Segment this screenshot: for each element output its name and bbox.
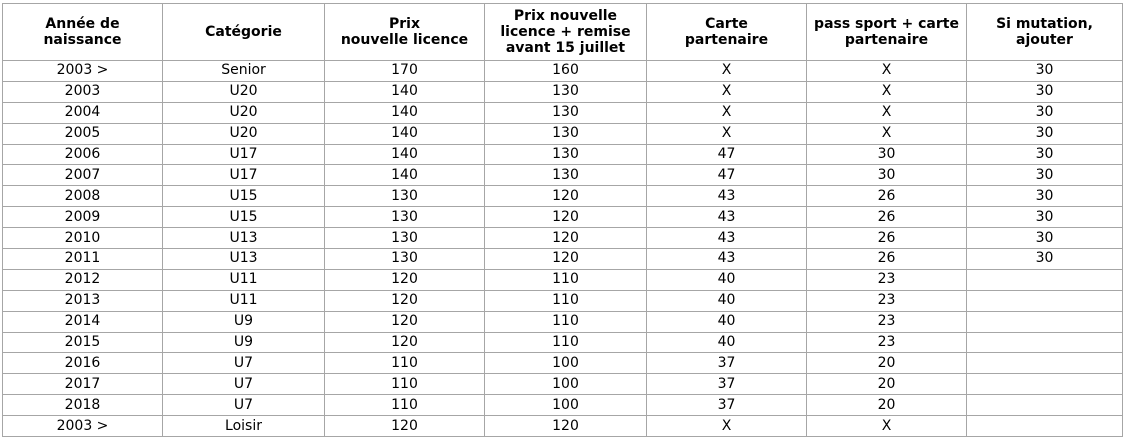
- table-row: [3, 81, 1123, 102]
- cell-discounted-price: 110: [485, 332, 647, 353]
- table-row: [3, 395, 1123, 416]
- cell-partner-card: 43: [647, 207, 807, 228]
- table-row: [3, 290, 1123, 311]
- header-partner-card: [647, 4, 807, 61]
- header-line: Prix: [389, 16, 420, 32]
- cell-category: U17: [163, 144, 325, 165]
- cell-transfer-fee: [967, 416, 1123, 437]
- cell-partner-card: X: [647, 61, 807, 82]
- cell-birth-year: 2016: [3, 353, 163, 374]
- cell-transfer-fee: 30: [967, 186, 1123, 207]
- cell-discounted-price: 120: [485, 186, 647, 207]
- cell-discounted-price: 100: [485, 395, 647, 416]
- cell-category: U15: [163, 186, 325, 207]
- cell-new-license-price: 140: [325, 81, 485, 102]
- cell-birth-year: 2005: [3, 123, 163, 144]
- table-header: [3, 4, 1123, 61]
- cell-discounted-price: 100: [485, 353, 647, 374]
- table-row: [3, 332, 1123, 353]
- cell-birth-year: 2013: [3, 290, 163, 311]
- cell-partner-card: X: [647, 102, 807, 123]
- header-new-license-price: [325, 4, 485, 61]
- cell-birth-year: 2009: [3, 207, 163, 228]
- header-line: Carte: [705, 16, 748, 32]
- cell-transfer-fee: [967, 269, 1123, 290]
- cell-category: U15: [163, 207, 325, 228]
- cell-pass-sport: 26: [807, 186, 967, 207]
- cell-transfer-fee: 30: [967, 165, 1123, 186]
- cell-pass-sport: 20: [807, 395, 967, 416]
- cell-partner-card: 43: [647, 186, 807, 207]
- cell-pass-sport: X: [807, 123, 967, 144]
- cell-birth-year: 2006: [3, 144, 163, 165]
- cell-new-license-price: 130: [325, 249, 485, 270]
- cell-new-license-price: 110: [325, 353, 485, 374]
- cell-new-license-price: 130: [325, 207, 485, 228]
- header-line: partenaire: [684, 32, 769, 48]
- cell-new-license-price: 130: [325, 228, 485, 249]
- cell-pass-sport: X: [807, 416, 967, 437]
- cell-category: U13: [163, 249, 325, 270]
- cell-new-license-price: 130: [325, 186, 485, 207]
- cell-category: U9: [163, 332, 325, 353]
- cell-pass-sport: 23: [807, 290, 967, 311]
- cell-pass-sport: X: [807, 61, 967, 82]
- table-row: [3, 102, 1123, 123]
- cell-new-license-price: 140: [325, 123, 485, 144]
- cell-discounted-price: 130: [485, 144, 647, 165]
- cell-new-license-price: 120: [325, 416, 485, 437]
- cell-partner-card: X: [647, 416, 807, 437]
- cell-new-license-price: 120: [325, 269, 485, 290]
- table-row: [3, 311, 1123, 332]
- header-line: Catégorie: [205, 24, 282, 40]
- cell-birth-year: 2008: [3, 186, 163, 207]
- pricing-table: [2, 3, 1123, 437]
- cell-pass-sport: 20: [807, 353, 967, 374]
- cell-partner-card: X: [647, 81, 807, 102]
- cell-category: U7: [163, 374, 325, 395]
- cell-partner-card: 40: [647, 332, 807, 353]
- cell-discounted-price: 100: [485, 374, 647, 395]
- cell-partner-card: 40: [647, 290, 807, 311]
- table-body: [3, 61, 1123, 437]
- table-row: [3, 374, 1123, 395]
- header-discounted-price: [485, 4, 647, 61]
- table-row: [3, 61, 1123, 82]
- table-row: [3, 249, 1123, 270]
- table-row: [3, 186, 1123, 207]
- cell-category: U11: [163, 290, 325, 311]
- header-pass-sport: [807, 4, 967, 61]
- cell-pass-sport: X: [807, 102, 967, 123]
- cell-category: U20: [163, 123, 325, 144]
- cell-new-license-price: 140: [325, 144, 485, 165]
- table-row: [3, 269, 1123, 290]
- header-category: [163, 4, 325, 61]
- cell-partner-card: 37: [647, 353, 807, 374]
- cell-birth-year: 2011: [3, 249, 163, 270]
- cell-pass-sport: 26: [807, 228, 967, 249]
- header-line: nouvelle licence: [340, 32, 469, 48]
- cell-category: U11: [163, 269, 325, 290]
- cell-pass-sport: 23: [807, 332, 967, 353]
- cell-new-license-price: 110: [325, 374, 485, 395]
- cell-discounted-price: 160: [485, 61, 647, 82]
- table-row: [3, 353, 1123, 374]
- cell-discounted-price: 120: [485, 207, 647, 228]
- cell-category: U7: [163, 353, 325, 374]
- cell-birth-year: 2015: [3, 332, 163, 353]
- cell-transfer-fee: [967, 332, 1123, 353]
- cell-pass-sport: 26: [807, 207, 967, 228]
- cell-category: U7: [163, 395, 325, 416]
- cell-birth-year: 2003 >: [3, 61, 163, 82]
- cell-new-license-price: 170: [325, 61, 485, 82]
- cell-transfer-fee: 30: [967, 249, 1123, 270]
- cell-partner-card: X: [647, 123, 807, 144]
- cell-birth-year: 2010: [3, 228, 163, 249]
- cell-category: U20: [163, 102, 325, 123]
- cell-transfer-fee: [967, 395, 1123, 416]
- cell-pass-sport: 23: [807, 311, 967, 332]
- cell-discounted-price: 130: [485, 102, 647, 123]
- cell-discounted-price: 110: [485, 290, 647, 311]
- header-line: Si mutation, ajouter: [996, 16, 1093, 48]
- header-line: Année de: [45, 16, 120, 32]
- header-line: naissance: [43, 32, 122, 48]
- cell-discounted-price: 130: [485, 165, 647, 186]
- cell-discounted-price: 120: [485, 228, 647, 249]
- header-line: avant 15 juillet: [505, 40, 626, 56]
- cell-partner-card: 37: [647, 374, 807, 395]
- table-row: [3, 416, 1123, 437]
- table-row: [3, 165, 1123, 186]
- cell-transfer-fee: [967, 374, 1123, 395]
- cell-transfer-fee: 30: [967, 102, 1123, 123]
- cell-birth-year: 2012: [3, 269, 163, 290]
- cell-pass-sport: 20: [807, 374, 967, 395]
- cell-transfer-fee: 30: [967, 123, 1123, 144]
- header-line: Prix nouvelle: [513, 8, 618, 24]
- cell-partner-card: 47: [647, 165, 807, 186]
- cell-birth-year: 2007: [3, 165, 163, 186]
- cell-new-license-price: 110: [325, 395, 485, 416]
- cell-pass-sport: 30: [807, 144, 967, 165]
- cell-partner-card: 43: [647, 228, 807, 249]
- header-line: pass sport + carte: [814, 16, 959, 32]
- cell-category: U20: [163, 81, 325, 102]
- cell-birth-year: 2014: [3, 311, 163, 332]
- cell-new-license-price: 140: [325, 102, 485, 123]
- header-line: licence + remise: [500, 24, 631, 40]
- cell-pass-sport: 23: [807, 269, 967, 290]
- cell-category: U13: [163, 228, 325, 249]
- table-row: [3, 144, 1123, 165]
- cell-birth-year: 2018: [3, 395, 163, 416]
- cell-transfer-fee: [967, 290, 1123, 311]
- cell-category: U9: [163, 311, 325, 332]
- cell-birth-year: 2003: [3, 81, 163, 102]
- cell-category: U17: [163, 165, 325, 186]
- cell-partner-card: 47: [647, 144, 807, 165]
- header-birth-year: [3, 4, 163, 61]
- cell-partner-card: 40: [647, 311, 807, 332]
- cell-pass-sport: 30: [807, 165, 967, 186]
- cell-transfer-fee: [967, 353, 1123, 374]
- cell-pass-sport: X: [807, 81, 967, 102]
- cell-discounted-price: 110: [485, 269, 647, 290]
- cell-new-license-price: 120: [325, 290, 485, 311]
- cell-discounted-price: 120: [485, 416, 647, 437]
- cell-discounted-price: 130: [485, 81, 647, 102]
- cell-birth-year: 2017: [3, 374, 163, 395]
- table-row: [3, 123, 1123, 144]
- header-line: partenaire: [844, 32, 929, 48]
- cell-birth-year: 2003 >: [3, 416, 163, 437]
- cell-pass-sport: 26: [807, 249, 967, 270]
- cell-transfer-fee: 30: [967, 207, 1123, 228]
- cell-discounted-price: 120: [485, 249, 647, 270]
- header-row: [3, 4, 1123, 61]
- cell-discounted-price: 110: [485, 311, 647, 332]
- cell-transfer-fee: 30: [967, 61, 1123, 82]
- cell-transfer-fee: 30: [967, 81, 1123, 102]
- cell-new-license-price: 140: [325, 165, 485, 186]
- cell-birth-year: 2004: [3, 102, 163, 123]
- cell-category: Loisir: [163, 416, 325, 437]
- table-row: [3, 228, 1123, 249]
- cell-transfer-fee: 30: [967, 228, 1123, 249]
- header-transfer-fee: [967, 4, 1123, 61]
- cell-partner-card: 40: [647, 269, 807, 290]
- cell-discounted-price: 130: [485, 123, 647, 144]
- table-row: [3, 207, 1123, 228]
- cell-transfer-fee: [967, 311, 1123, 332]
- cell-partner-card: 43: [647, 249, 807, 270]
- cell-partner-card: 37: [647, 395, 807, 416]
- cell-new-license-price: 120: [325, 332, 485, 353]
- cell-transfer-fee: 30: [967, 144, 1123, 165]
- cell-new-license-price: 120: [325, 311, 485, 332]
- cell-category: Senior: [163, 61, 325, 82]
